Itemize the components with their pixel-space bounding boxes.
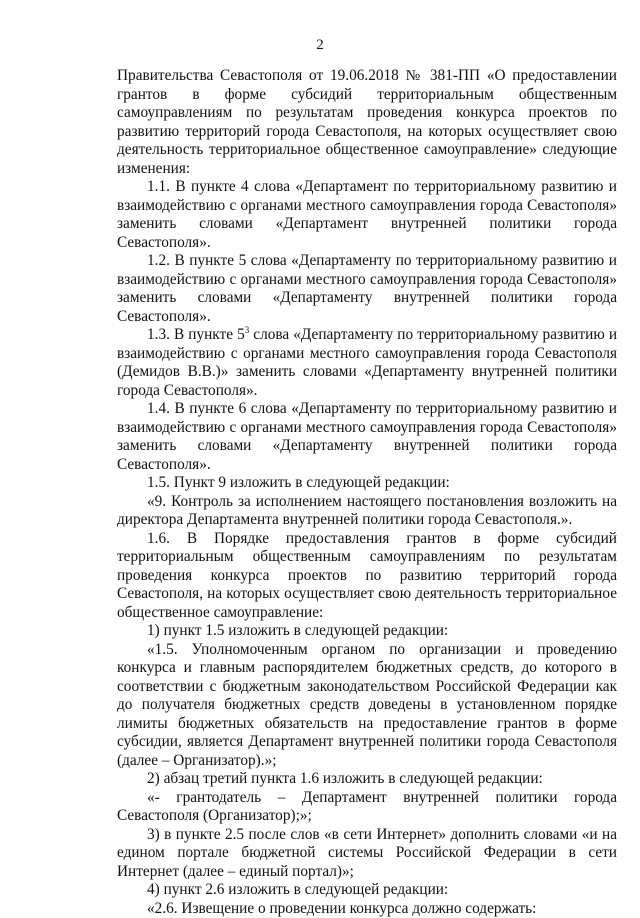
paragraph-1-3-lead: 1.3. В пункте 5 bbox=[147, 326, 245, 343]
paragraph-1-5: 1.5. Пункт 9 изложить в следующей редакции: bbox=[117, 474, 617, 493]
paragraph-1-3-rest: слова «Департаменту по территориальному развитию и взаимодействию с органами местного самоуправления города Севастополя (Демидов В.В.)» заменить словами «Департаменту внутренней политики города Севастополя». bbox=[117, 326, 617, 399]
paragraph-1-2: 1.2. В пункте 5 слова «Департаменту по территориальному развитию и взаимодействию с органами местного самоуправления города Севастополя» заменить словами «Департаменту внутренней политики города Севастополя». bbox=[117, 252, 617, 326]
paragraph-item-1-5: «1.5. Уполномоченным органом по организации и проведению конкурса и главным распорядителем бюджетных средств, до которого в соответствии с бюджетным законодательством Российской Федерации как до получателя бюджетных средств доведены в установленном порядке лимиты бюджетных обязательств на предоставление грантов в форме субсидии, является Департамент внутренней политики города Севастополя (далее – Организатор).»; bbox=[117, 641, 617, 771]
paragraph-grantor: «- грантодатель – Департамент внутренней политики города Севастополя (Организатор);»; bbox=[117, 789, 617, 826]
paragraph-sub-4: 4) пункт 2.6 изложить в следующей редакции: bbox=[117, 881, 617, 900]
paragraph-1-4: 1.4. В пункте 6 слова «Департаменту по территориальному развитию и взаимодействию с органами местного самоуправления города Севастополя» заменить словами «Департаменту внутренней политики города Севастополя». bbox=[117, 400, 617, 474]
paragraph-item-9: «9. Контроль за исполнением настоящего постановления возложить на директора Департамента внутренней политики города Севастополя.». bbox=[117, 493, 617, 530]
paragraph-sub-1: 1) пункт 1.5 изложить в следующей редакции: bbox=[117, 622, 617, 641]
paragraph-intro: Правительства Севастополя от 19.06.2018 № 381-ПП «О предоставлении грантов в форме субсидий территориальным общественным самоуправлениям по результатам проведения конкурса проектов по развитию территорий города Севастополя, на которых осуществляет свою деятельность территориальное общественное самоуправление» следующие изменения: bbox=[117, 67, 617, 178]
page-number: 2 bbox=[0, 36, 640, 54]
paragraph-1-6: 1.6. В Порядке предоставления грантов в форме субсидий территориальным общественным самоуправлениям по результатам проведения конкурса проектов по развитию территорий города Севастополя, на которых осуществляет свою деятельность территориальное общественное самоуправление: bbox=[117, 530, 617, 623]
document-body bbox=[117, 67, 617, 918]
paragraph-item-2-6: «2.6. Извещение о проведении конкурса должно содержать: bbox=[117, 900, 617, 918]
paragraph-sub-2: 2) абзац третий пункта 1.6 изложить в следующей редакции: bbox=[117, 770, 617, 789]
paragraph-sub-3: 3) в пункте 2.5 после слов «в сети Интернет» дополнить словами «и на едином портале бюджетной системы Российской Федерации в сети Интернет (далее – единый портал)»; bbox=[117, 826, 617, 882]
superscript-3: 3 bbox=[245, 325, 250, 335]
paragraph-1-3 bbox=[117, 326, 617, 400]
paragraph-1-1: 1.1. В пункте 4 слова «Департамент по территориальному развитию и взаимодействию с органами местного самоуправления города Севастополя» заменить словами «Департамент внутренней политики города Севастополя». bbox=[117, 178, 617, 252]
